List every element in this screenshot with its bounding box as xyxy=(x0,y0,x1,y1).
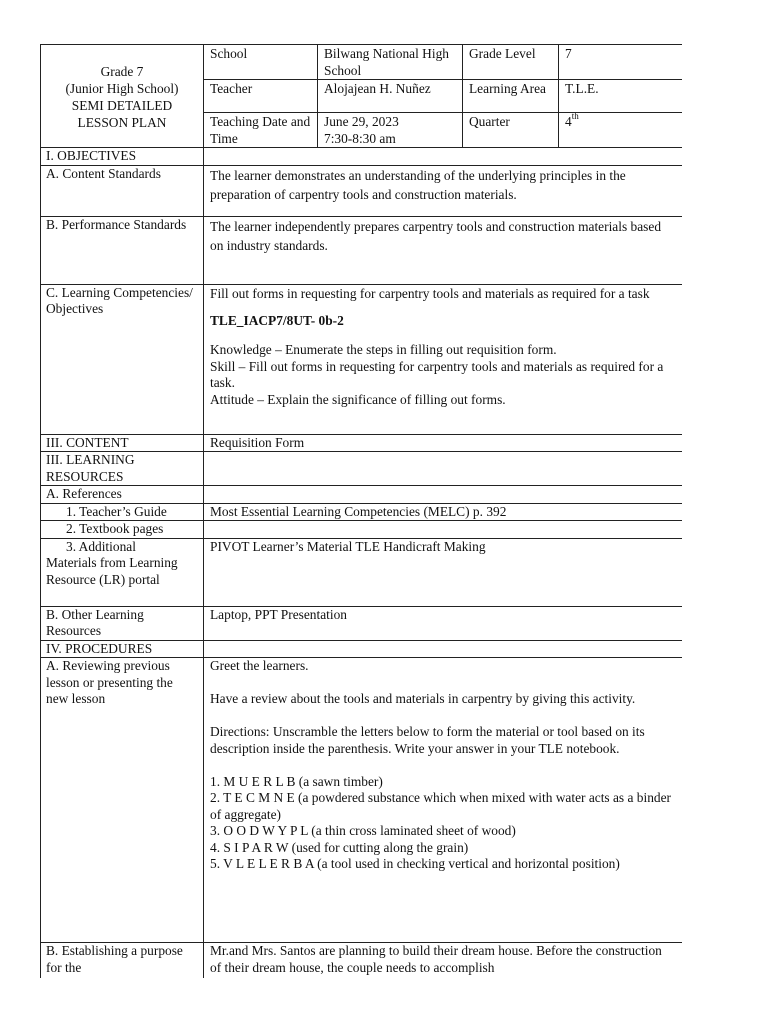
textbook-blank xyxy=(204,521,683,539)
header-row-school xyxy=(41,45,683,80)
learning-resources-heading: III. LEARNING RESOURCES xyxy=(41,452,204,486)
competencies-cell xyxy=(204,284,683,434)
competency-code: TLE_IACP7/8UT- 0b-2 xyxy=(210,312,344,328)
school-label: School xyxy=(204,45,318,80)
additional-label-rest: Materials from Learning Resource (LR) portal xyxy=(46,555,178,587)
lesson-plan-title xyxy=(41,45,204,148)
content-heading: III. CONTENT xyxy=(41,434,204,452)
performance-standards-text: The learner independently prepares carpentry tools and construction materials based on industry standards. xyxy=(204,216,683,284)
review-label: A. Reviewing previous lesson or presenting the new lesson xyxy=(41,658,204,943)
lesson-plan-document xyxy=(40,44,682,978)
skill-objective: Skill – Fill out forms in requesting for carpentry tools and materials as required for a task. xyxy=(210,358,664,390)
procedures-heading: IV. PROCEDURES xyxy=(41,640,204,658)
review-intro-text: Have a review about the tools and materials in carpentry by giving this activity. xyxy=(210,691,636,706)
textbook-row xyxy=(41,521,683,539)
teachers-guide-row xyxy=(41,503,683,521)
teaching-date-label: Teaching Date and Time xyxy=(204,113,318,148)
quarter-value xyxy=(559,113,683,148)
teachers-guide-value: Most Essential Learning Competencies (MELC) p. 392 xyxy=(204,503,683,521)
procedures-heading-blank xyxy=(204,640,683,658)
performance-standards-label: B. Performance Standards xyxy=(41,216,204,284)
quarter-label: Quarter xyxy=(463,113,559,148)
content-row xyxy=(41,434,683,452)
content-standards-text: The learner demonstrates an understanding of the underlying principles in the preparation of carpentry tools and construction materials. xyxy=(204,165,683,216)
learning-area-value: T.L.E. xyxy=(559,80,683,113)
teachers-guide-label: 1. Teacher’s Guide xyxy=(41,503,204,521)
quarter-suffix: th xyxy=(571,112,579,121)
additional-materials-value: PIVOT Learner’s Material TLE Handicraft Making xyxy=(204,538,683,606)
scramble-item-5: 5. V L E L E R B A (a tool used in checking vertical and horizontal position) xyxy=(210,856,620,871)
scramble-item-4: 4. S I P A R W (used for cutting along the grain) xyxy=(210,839,469,855)
additional-materials-row xyxy=(41,538,683,606)
additional-materials-label xyxy=(41,538,204,606)
competency-text: Fill out forms in requesting for carpentry tools and materials as required for a task xyxy=(210,285,650,301)
competencies-row xyxy=(41,284,683,434)
attitude-objective: Attitude – Explain the significance of filling out forms. xyxy=(210,391,506,407)
purpose-label: B. Establishing a purpose for the xyxy=(41,943,204,979)
objectives-heading: I. OBJECTIVES xyxy=(41,148,204,166)
teacher-label: Teacher xyxy=(204,80,318,113)
date-text: June 29, 2023 xyxy=(324,114,399,129)
lesson-plan-table xyxy=(40,44,682,978)
plan-type-line1: SEMI DETAILED xyxy=(71,97,173,113)
performance-standards-row xyxy=(41,216,683,284)
time-text: 7:30-8:30 am xyxy=(324,130,396,146)
textbook-label: 2. Textbook pages xyxy=(41,521,204,539)
purpose-row xyxy=(41,943,683,979)
learning-resources-row xyxy=(41,452,683,486)
additional-label-line1: 3. Additional xyxy=(66,538,136,554)
review-row xyxy=(41,658,683,943)
scramble-item-1: 1. M U E R L B (a sawn timber) xyxy=(210,773,383,789)
grade-text: Grade 7 xyxy=(100,63,144,79)
purpose-text: Mr.and Mrs. Santos are planning to build their dream house. Before the construction of their dream house, the couple needs to accomplish xyxy=(204,943,683,979)
school-type-text: (Junior High School) xyxy=(65,80,179,96)
references-blank xyxy=(204,486,683,504)
plan-type-line2: LESSON PLAN xyxy=(77,114,167,130)
teaching-date-value xyxy=(318,113,463,148)
grade-level-value: 7 xyxy=(559,45,683,80)
scramble-item-2: 2. T E C M N E (a powdered substance which when mixed with water acts as a binder of aggregate) xyxy=(210,790,671,822)
scramble-item-3: 3. O O D W Y P L (a thin cross laminated sheet of wood) xyxy=(210,823,516,838)
content-standards-label: A. Content Standards xyxy=(41,165,204,216)
references-label: A. References xyxy=(41,486,204,504)
other-resources-value: Laptop, PPT Presentation xyxy=(204,606,683,640)
competencies-label: C. Learning Competencies/ Objectives xyxy=(41,284,204,434)
greet-text: Greet the learners. xyxy=(210,658,309,673)
references-row xyxy=(41,486,683,504)
quarter-number: 4 xyxy=(565,114,572,129)
teacher-value: Alojajean H. Nuñez xyxy=(318,80,463,113)
content-standards-row xyxy=(41,165,683,216)
objectives-heading-blank xyxy=(204,148,683,166)
objectives-heading-row xyxy=(41,148,683,166)
other-resources-row xyxy=(41,606,683,640)
content-value: Requisition Form xyxy=(204,434,683,452)
review-cell xyxy=(204,658,683,943)
procedures-heading-row xyxy=(41,640,683,658)
school-value: Bilwang National High School xyxy=(318,45,463,80)
knowledge-objective: Knowledge – Enumerate the steps in filling out requisition form. xyxy=(210,342,557,357)
directions-text: Directions: Unscramble the letters below to form the material or tool based on its description inside the parenthesis. Write your answer in your TLE notebook. xyxy=(210,724,645,756)
learning-area-label: Learning Area xyxy=(463,80,559,113)
grade-level-label: Grade Level xyxy=(463,45,559,80)
other-resources-label: B. Other Learning Resources xyxy=(41,606,204,640)
learning-resources-blank xyxy=(204,452,683,486)
